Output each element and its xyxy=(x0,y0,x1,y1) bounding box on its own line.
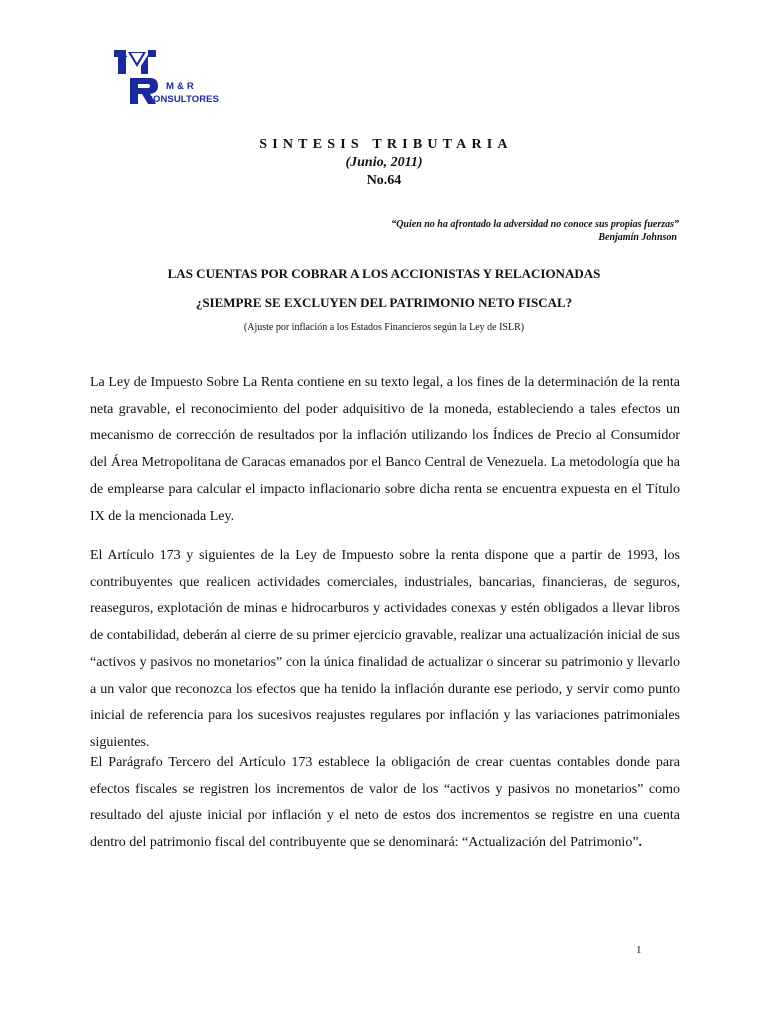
article-heading-line1: LAS CUENTAS POR COBRAR A LOS ACCIONISTAS Y RELACIONADAS xyxy=(167,266,601,281)
body-paragraph-2: El Artículo 173 y siguientes de la Ley de Impuesto sobre la renta dispone que a partir de 1993, los contribuyentes que realicen actividades comerciales, industriales, bancarias, financieras, de seguros, reaseguros, explotación de minas e hidrocarburos y actividades conexas y estén obligados a llevar libros de contabilidad, deberán al cierre de su primer ejercicio gravable, realizar una actualización inicial de sus “activos y pasivos no monetarios” con la única finalidad de actualizar o sincerar su patrimonio y llevarlo a un valor que reconozca los efectos que ha tenido la inflación durante ese periodo, y servir como punto inicial de referencia para los sucesivos reajustes regulares por inflación y las variaciones patrimoniales siguientes. xyxy=(90,548,680,750)
document-title: SINTESIS TRIBUTARIA xyxy=(259,137,513,152)
document-number: No.64 xyxy=(366,173,402,188)
document-date: (Junio, 2011) xyxy=(345,155,423,170)
logo-line-consultores: CONSULTORES xyxy=(146,94,220,105)
body-paragraph-3-text: El Parágrafo Tercero del Artículo 173 establece la obligación de crear cuentas contables donde para efectos fiscales se registren los incrementos de valor de los “activos y pasivos no monetarios” como resultado del ajuste inicial por inflación y el neto de estos dos incrementos se registre en una cuenta dentro del patrimonio fiscal del contribuyente que se denominará: “Actualización del Patrimonio” xyxy=(90,755,680,851)
body-paragraph-3 xyxy=(90,750,680,857)
company-logo xyxy=(112,44,222,120)
logo-line-mr: M & R xyxy=(166,81,194,92)
epigraph-author: Benjamín Johnson xyxy=(598,232,677,243)
article-heading-line2: ¿SIEMPRE SE EXCLUYEN DEL PATRIMONIO NETO FISCAL? xyxy=(195,295,573,310)
epigraph-quote: “Quien no ha afrontado la adversidad no conoce sus propias fuerzas” xyxy=(391,219,679,230)
page-number: 1 xyxy=(636,944,642,956)
body-paragraph-3-period: . xyxy=(638,835,643,851)
body-paragraph-1: La Ley de Impuesto Sobre La Renta contiene en su texto legal, a los fines de la determinación de la renta neta gravable, el reconocimiento del poder adquisitivo de la moneda, estableciendo a tales efectos un mecanismo de corrección de resultados por la inflación utilizando los Índices de Precio al Consumidor del Área Metropolitana de Caracas emanados por el Banco Central de Venezuela. La metodología que ha de emplearse para calcular el impacto inflacionario sobre dicha renta se encuentra expuesta en el Título IX de la mencionada Ley. xyxy=(90,375,680,524)
article-subheading: (Ajuste por inflación a los Estados Financieros según la Ley de ISLR) xyxy=(243,322,525,333)
